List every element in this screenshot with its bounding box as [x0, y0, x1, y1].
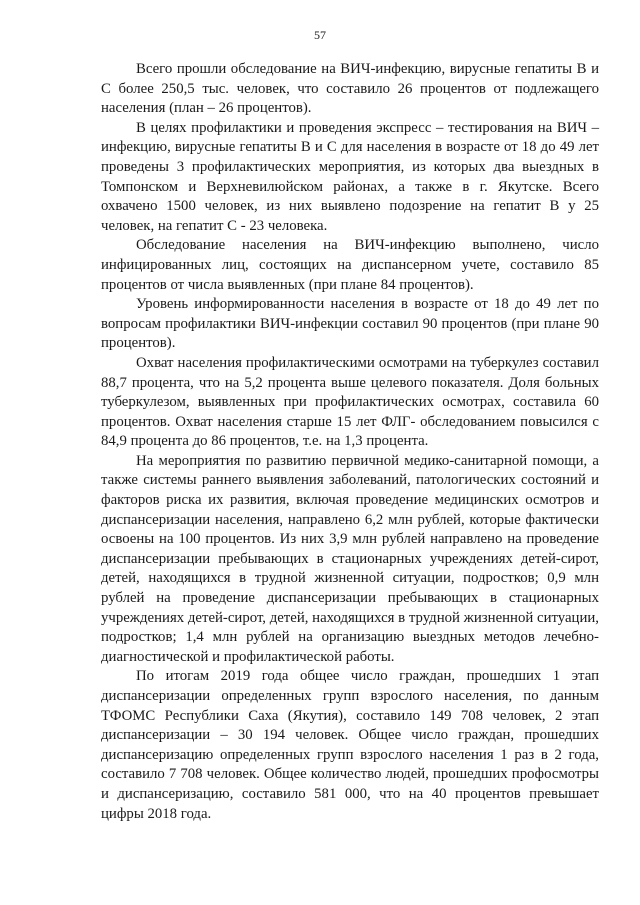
paragraph-hiv-screening: Всего прошли обследование на ВИЧ-инфекцию, вирусные гепатиты В и С более 250,5 тыс. человек, что составило 26 процентов от подлежащего населения (план – 26 процентов).: [101, 61, 599, 117]
paragraph-tuberculosis: Охват населения профилактическими осмотрами на туберкулез составил 88,7 процента, что на 5,2 процента выше целевого показателя. Доля больных туберкулезом, выявленных при профилактических осмотрах, составила 60 процентов. Охват населения старше 15 лет ФЛГ- обследованием повысился с 84,9 процента до 86 процентов, т.е. на 1,3 процента.: [101, 354, 599, 450]
paragraph-hiv-dispensary: Обследование населения на ВИЧ-инфекцию выполнено, число инфицированных лиц, состоящих на диспансерном учете, составило 85 процентов от числа выявленных (при плане 84 процентов).: [101, 237, 599, 293]
document-body: [101, 60, 599, 824]
paragraph-2019-results: По итогам 2019 года общее число граждан, прошедших 1 этап диспансеризации определенных групп взрослого населения, по данным ТФОМС Республики Саха (Якутия), составило 149 708 человек, 2 этап диспансеризации – 30 194 человек. Общее число граждан, прошедших диспансеризацию определенных групп взрослого населения 1 раз в 2 года, составило 7 708 человек. Общее количество людей, прошедших профосмотры и диспансеризацию, составило 581 000, что на 40 процентов превышает цифры 2018 года.: [101, 668, 599, 822]
paragraph-awareness: Уровень информированности населения в возрасте от 18 до 49 лет по вопросам профилактики ВИЧ-инфекции составил 90 процентов (при плане 90 процентов).: [101, 296, 599, 352]
paragraph-express-testing: В целях профилактики и проведения экспресс – тестирования на ВИЧ – инфекцию, вирусные гепатиты В и С для населения в возрасте от 18 до 49 лет проведены 3 профилактических мероприятия, из которых два выездных в Томпонском и Верхневилюйском районах, а также в г. Якутске. Всего охвачено 1500 человек, из них выявлено подозрение на гепатит В у 25 человек, на гепатит С - 23 человека.: [101, 119, 599, 234]
paragraph-primary-care-funding: На мероприятия по развитию первичной медико-санитарной помощи, а также системы раннего выявления заболеваний, патологических состояний и факторов риска их развития, включая проведение медицинских осмотров и диспансеризации населения, направлено 6,2 млн рублей, которые фактически освоены на 100 процентов. Из них 3,9 млн рублей направлено на проведение диспансеризации пребывающих в стационарных учреждениях детей-сирот, детей, находящихся в трудной жизненной ситуации, подростков; 0,9 млн рублей на проведение диспансеризации пребывающих в стационарных учреждениях детей-сирот, детей, находящихся в трудной жизненной ситуации, подростков; 1,4 млн рублей на организацию выездных методов лечебно-диагностической и профилактической работы.: [101, 452, 599, 665]
page-number: 57: [314, 28, 326, 42]
